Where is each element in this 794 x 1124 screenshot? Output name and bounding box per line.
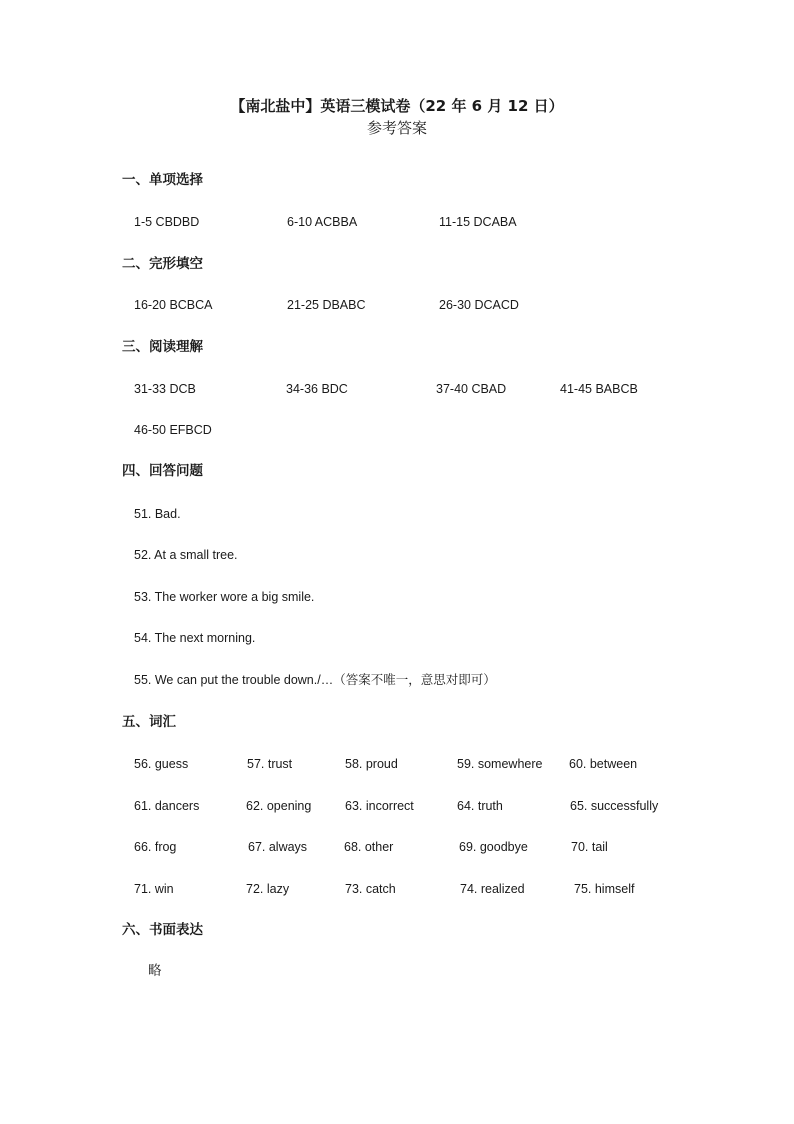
vocab-answer: 70. tail: [571, 840, 608, 854]
answer-row: [0, 421, 794, 439]
vocab-answer: 62. opening: [246, 799, 312, 813]
answer-line: 53. The worker wore a big smile.: [134, 590, 315, 604]
vocab-answer: 57. trust: [247, 757, 293, 771]
section-heading-reading: 三、阅读理解: [122, 339, 203, 355]
answer-row: [0, 296, 794, 314]
vocab-answer: 61. dancers: [134, 799, 200, 813]
document-subtitle: 参考答案: [366, 119, 427, 137]
vocab-answer: 60. between: [569, 757, 638, 771]
answer-group: 16-20 BCBCA: [134, 298, 213, 312]
answer-group: 6-10 ACBBA: [287, 215, 358, 229]
section-heading-single-choice: 一、单项选择: [122, 172, 203, 188]
writing-answer-omitted: 略: [148, 963, 162, 979]
answer-group: 21-25 DBABC: [287, 298, 366, 312]
vocab-answer: 58. proud: [345, 757, 398, 771]
vocab-answer: 69. goodbye: [459, 840, 528, 854]
vocab-answer: 74. realized: [460, 882, 525, 896]
answer-group: 37-40 CBAD: [436, 382, 507, 396]
vocab-answer: 67. always: [248, 840, 308, 854]
vocab-answer: 64. truth: [457, 799, 503, 813]
vocab-answer: 68. other: [344, 840, 394, 854]
document-title: 【南北盐中】英语三模试卷（22 年 6 月 12 日）: [230, 97, 564, 115]
answer-line: 52. At a small tree.: [134, 548, 238, 562]
answer-line: 54. The next morning.: [134, 631, 256, 645]
answer-group: 26-30 DCACD: [439, 298, 519, 312]
vocab-answer: 59. somewhere: [457, 757, 543, 771]
vocab-answer: 71. win: [134, 882, 174, 896]
section-heading-vocabulary: 五、词汇: [122, 714, 176, 730]
answer-group: 1-5 CBDBD: [134, 215, 200, 229]
answer-group: 46-50 EFBCD: [134, 423, 212, 437]
vocab-answer: 72. lazy: [246, 882, 290, 896]
answer-group: 34-36 BDC: [286, 382, 348, 396]
section-heading-questions: 四、回答问题: [122, 463, 203, 479]
answer-group: 31-33 DCB: [134, 382, 196, 396]
vocab-answer: 66. frog: [134, 840, 177, 854]
answer-row: [0, 755, 794, 773]
answer-row: [0, 880, 794, 898]
answer-row: [0, 797, 794, 815]
answer-row: [0, 838, 794, 856]
answer-group: 41-45 BABCB: [560, 382, 638, 396]
vocab-answer: 73. catch: [345, 882, 396, 896]
vocab-answer: 56. guess: [134, 757, 189, 771]
section-heading-writing: 六、书面表达: [122, 922, 203, 938]
answer-line: 51. Bad.: [134, 507, 181, 521]
section-heading-cloze: 二、完形填空: [122, 256, 203, 272]
answer-row: [0, 213, 794, 231]
answer-line: 55. We can put the trouble down./…（答案不唯一，意思对即可）: [134, 673, 496, 687]
vocab-answer: 75. himself: [574, 882, 635, 896]
vocab-answer: 63. incorrect: [345, 799, 414, 813]
vocab-answer: 65. successfully: [570, 799, 659, 813]
answer-row: [0, 380, 794, 398]
answer-group: 11-15 DCABA: [439, 215, 517, 229]
